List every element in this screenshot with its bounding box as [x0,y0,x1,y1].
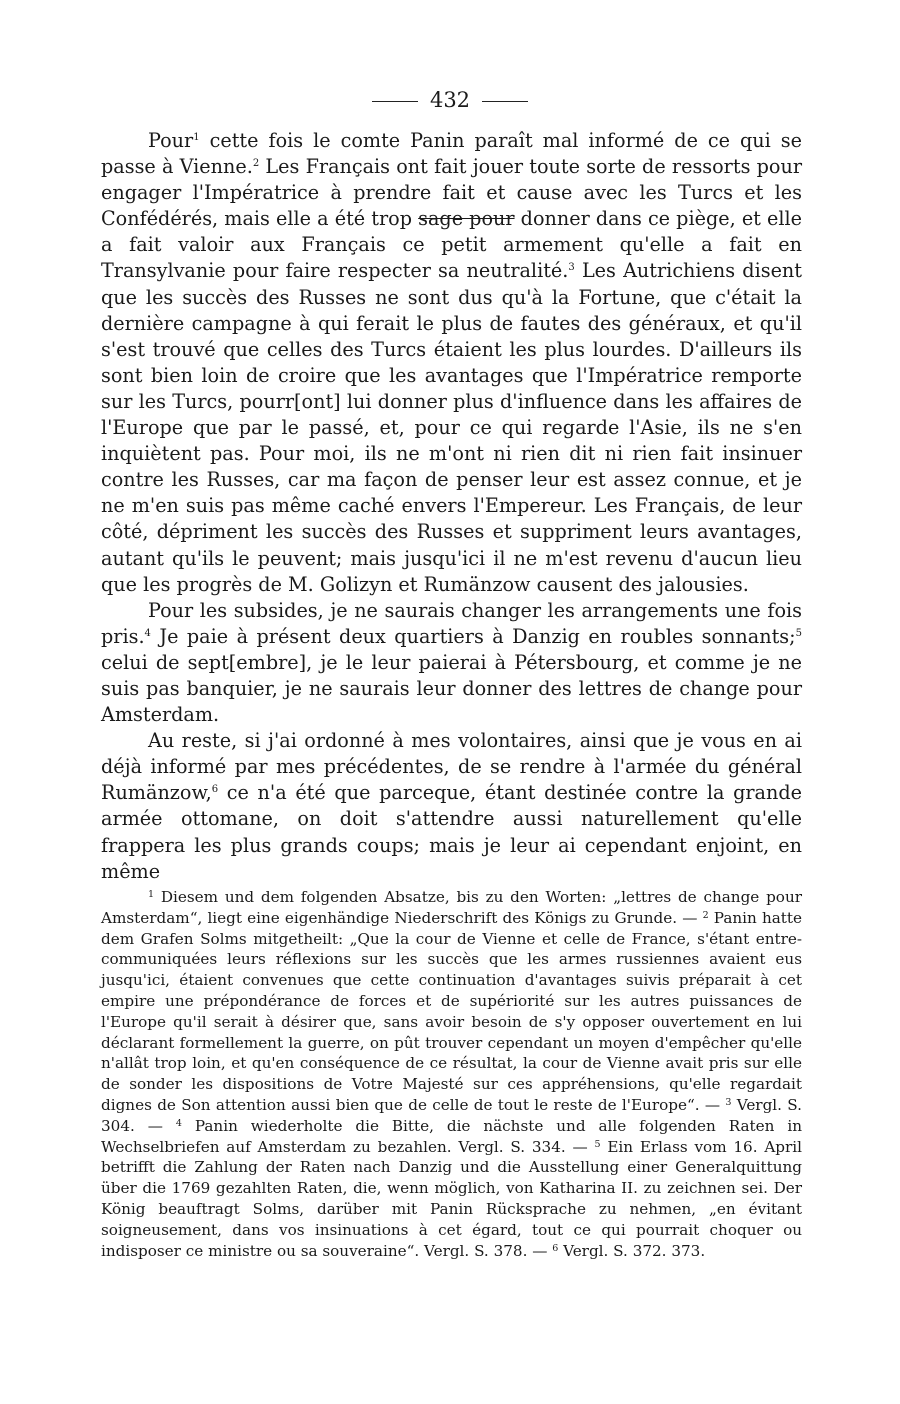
footnote-ref-1: 1 [193,132,200,143]
footnote-text-4: Panin wiederholte die Bitte, die nächste und alle folgenden Raten in Wechselbriefen auf Amsterdam zu bezahlen. Vergl. S. 334. — [101,1116,802,1156]
text-run: Les Français ont fait jouer toute sorte de ressorts pour engager l'Impératrice à prendre fait et cause avec les Turcs et les Confédérés, mais elle a été trop [101,155,802,231]
footnote-text-2: Panin hatte dem Grafen Solms mitgetheilt: „Que la cour de Vienne et celle de France, s'étant entre-communiquées leurs réflexions sur les succès que les armes russiennes avaient eus jusqu'ici, étaient convenues que cette continuation d'avantages suivis préparait à cet empire une prépondérance de forces et de supériorité sur les autres puissances de l'Europe qu'il serait à désirer que, sans avoir besoin de s'y opposer ouvertement en lui déclarant formellement la guerre, on pût trouver cependant un moyen d'empêcher qu'elle n'allât trop loin, et qu'en conséquence de ce résultat, la cour de Vienne avait pris sur elle de sonder les dispositions de Votre Majesté sur ces appréhensions, qu'elle regardait dignes de Son attention aussi bien que de celle de tout le reste de l'Europe“. — [101,908,802,1114]
footnote-text-3: Vergl. S. 304. — [101,1095,802,1135]
footnote-text-6: Vergl. S. 372. 373. [558,1241,706,1260]
text-run: Je paie à présent deux quartiers à Danzig en roubles sonnants; [150,624,796,648]
footnote-number-2: 2 [702,909,709,921]
footnote-text-1: Diesem und dem folgenden Absatze, bis zu den Worten: „lettres de change pour Amsterdam“, liegt eine eigenhändige Niederschrift des Königs zu Grunde. — [101,888,802,927]
footnote-block [101,887,802,1261]
text-run: donner dans ce piège, et elle a fait valoir aux Français ce petit armement qu'elle a fait en Transylvanie pour faire respecter sa neutralité. [101,207,802,283]
page-number: 432 [429,88,471,112]
footnote-text-5: Ein Erlass vom 16. April betrifft die Zahlung der Raten nach Danzig und die Ausstellung einer Generalquittung über die 1769 gezahlten Raten, die, wenn möglich, von Katharina II. zu zeichnen sei. Der König beauftragt Solms, darüber mit Panin Rücksprache zu nehmen, „en évitant soigneusement, dans vos insinuations à cet égard, tout ce qui pourrait choquer ou indisposer ce ministre ou sa souveraine“. Vergl. S. 378. — [101,1137,803,1260]
header-rule-right [482,101,528,102]
text-run: Pour les subsides, je ne saurais changer les arrangements une fois pris. [101,598,802,648]
footnote-number-5: 5 [594,1138,601,1150]
text-run: Au reste, si j'ai ordonné à mes volontaires, ainsi que je vous en ai déjà informé par mes précédentes, de se rendre à l'armée du général Rumänzow, [101,729,802,805]
paragraph-2 [101,598,802,728]
main-text [101,128,802,885]
footnotes [101,887,802,1261]
text-run: ce n'a été que parceque, étant destinée contre la grande armée ottomane, on doit s'attendre aussi naturellement qu'elle frappera les plus grands coups; mais je leur ai cependant enjoint, en même [101,781,802,883]
footnote-ref-3: 3 [568,262,575,274]
struck-text: sage pour [418,207,515,231]
footnote-number-3: 3 [725,1096,732,1108]
text-run: celui de sept[embre], je le leur paierai à Pétersbourg, et comme je ne suis pas banquier, je ne saurais leur donner des lettres de change pour Amsterdam. [101,650,802,727]
text-run: cette fois le comte Panin paraît mal informé de ce qui se passe à Vienne. [101,129,802,179]
paragraph-1 [101,128,802,598]
text-run: Pour [148,129,194,152]
footnote-number-6: 6 [552,1242,559,1254]
footnote-number-4: 4 [175,1117,182,1129]
footnote-ref-4: 4 [144,627,151,639]
text-run: Les Autrichiens disent que les succès des Russes ne sont dus qu'à la Fortune, que c'était la dernière campagne à qui ferait le plus de fautes des généraux, et qu'il s'est trouvé que celles des Turcs étaient les plus lourdes. D'ailleurs ils sont bien loin de croire que les avantages que l'Impératrice remporte sur les Turcs, pourr[ont] lui donner plus d'influence dans les affaires de l'Europe que par le passé, et, pour ce qui regarde l'Asie, ils ne s'en inquiètent pas. Pour moi, ils ne m'ont ni rien dit ni rien fait insinuer contre les Russes, car ma façon de penser leur est assez connue, et je ne m'en suis pas même caché envers l'Empereur. Les Français, de leur côté, dépriment les succès des Russes et suppriment leurs avantages, autant qu'ils le peuvent; mais jusqu'ici il ne m'est revenu d'aucun lieu que les progrès de M. Golizyn et Rumänzow causent des jalousies. [101,259,802,596]
footnote-number-1: 1 [148,889,155,900]
page-header [0,86,900,114]
header-rule-left [372,101,418,102]
paragraph-3 [101,728,802,885]
footnote-ref-5: 5 [795,627,802,639]
footnote-ref-2: 2 [252,158,260,170]
footnote-ref-6: 6 [211,784,219,796]
